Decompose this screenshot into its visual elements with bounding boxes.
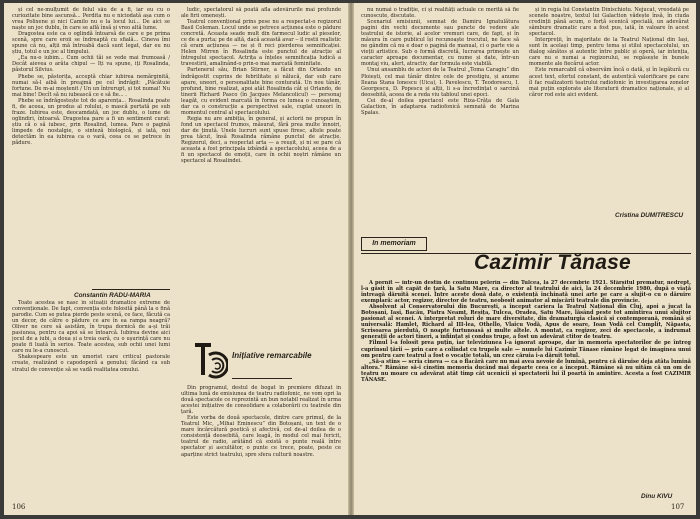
in-memoriam-label: In memoriam	[361, 237, 427, 251]
left-col-1	[12, 7, 170, 284]
paragraph: Absolvent al Conservatorului din București, a început cariera la Teatrul Național din Cluj, apoi a jucat la Botoșani, Iași, Bacău, Piatra Neamț, Reșița, Tulcea, Oradea, Satu Mare, lăsând peste tot amintirea unui slujitor pasionat al scenei. A interpretat roluri de mare diversitate, din dramaturgia clasică și contemporană, română și universală: Hamlet, Richard al III-lea, Othello, Vlaicu Vodă, Apus de soare, Ioan Vodă cel Cumplit, Năpasta, Scrisoarea pierdută, O noapte furtunoasă și multe altele. A montat, ca regizor, zeci de spectacole, a îndrumat generații de actori tineri, a înființat și condus trupe, a fost un adevărat ctitor de teatru.	[361, 304, 691, 341]
left-col1-signature: Constantin RADU-MARIA	[74, 292, 151, 299]
paragraph: Teatrul convențional prins pese nu a respectat-o regizorul Basil Coleman. Locul unde se petrece acțiunea este o pădure concretă. Aceasta seade mult din farmecul ludic al pieselor, ce de a purta; pe de altă, dacă această avar ‒ il rostii realistic că eram acțiunea — ne și fi reci pierderea semnificației. Helen Mirren în Rosalinda este punctul de atracție al întregului spectacol. Actrița a înțeles semnificația ludică a travestirii, amalinând-o prin-o mai marcată feminitate.	[181, 19, 341, 68]
paragraph: Dragostea este ca o oglindă întoarsă de care e pe prima scenă, spre care eroii se îndreaptă cu sfială... Cineva îmi spune că nu, alții mă întreabă dacă sunt legat, dar eu nu știu, totul e un joc al timpului.	[12, 31, 170, 56]
paragraph: și cel ne-mulțumit de felul său de a fi, iar eu cu o curiozitate bine ascunsă... Perdita nu e niciodată așa cum o vrea Polixene și nici Camilo nu e la locul lui... De aici se naște un joc dublu, în care se află însă și vreo altă lume.	[12, 7, 170, 32]
paragraph: Cei de-al doilea spectacol este Riza-Crăța de Gala Galaction, în adaptarea radiofonică semnată de Marina Spalas.	[361, 97, 519, 116]
paragraph: nu numai o tradiție, ci și realități actuale ce merită să fie cunoscute, discutate.	[361, 7, 519, 20]
left-kicker-title: Inițiative remarcabile	[232, 351, 312, 360]
paragraph: Interpreții, în majoritate de la Teatrul Național din Iași, sunt în același timp, pentru tema și stilul spectacolului, un dialog sănătos și autentic între public și operă, iar intenția, care nu e numai a regizorului, se regăsește în bunele momente ale fiecărui actor.	[529, 37, 689, 68]
memoriam-article-body	[361, 280, 691, 490]
paragraph: Scenariul emisiunii, semnat de Damiru Ignatulătura pagini din vechi documente sau puncte de vedere ale teatrului de istorie, al acelor vremuri care, de fapt, și în măsura în care publicul își recunoaște trecutul, ne face să ne gândim că nu e doar o pagină de manual, ci o parte vie a vieții artistice. Sub o formă discretă, lucrarea primește un caracter aproape documentar, cu nume și date, într-un montaj viu, alert, atractiv, dar formula este viabilă.	[361, 19, 519, 68]
paragraph: Este remarcabil că observăm încă o dată, și în legătură cu acest text, efortul constant, de autentică valorificare pe care îl fac realizatorii teatrului radiofonic în investigarea zonelor mai puțin explorate ale literaturii dramatice naționale, și al căror rod este aici evident.	[529, 67, 689, 98]
right-col-2	[529, 7, 689, 187]
right-col-1	[361, 7, 519, 229]
paragraph: Unui ansamblu de actori de la Teatrul „Toma Caragiu” din Ploiești, cel mai tânăr dintre cele de prestigiu, și anume Ileana Stana Ionescu (Uica), I. Pavelescu, T. Teodorescu, I. Georgescu, D. Popescu și alții, li s-a încredințat o sarcină deosebită, aceea de a reda viu tabloul unei epoci.	[361, 67, 519, 98]
left-col-2	[181, 7, 341, 325]
left-page-number: 106	[12, 503, 26, 511]
left-col-1-bottom	[12, 300, 170, 496]
paragraph: Regia nu are ambiția, în general, și actorii ne propun în fond un spectacol frumos, măsurat, fără prea multe înnoiri, dar de ținută. Unele lucruri sunt spuse firesc, altele poate prea tăcut, însă Rosalinda rămâne punctul de atracție. Regizorul, deci, a respectat arta — a reușit, și ni se pare că aceasta a fost principala izbândă a spectacolului, aceea de a fi un spectacol de emoții, care în ochii noștri rămâne un spectacol al Rosalindei.	[181, 115, 341, 165]
paragraph: ludic, spectatorul să poată afla adevărurile mai profunde ale firii omenești.	[181, 7, 341, 20]
paragraph: Din programul, destul de bogat în premiere difuzat în ultima lună de emisiunea de teatru radiofonic, ne vom opri la două spectacole ce reprezintă un bun notabil realizat în urma acestei inițiative de consolidare a colaborării cu teatrele din țară.	[181, 385, 341, 416]
paragraph: Toate acestea se nasc în situații dramatice extreme de convenționale. De fapt, convenția este folosită până la o fină parodie. Cum se putea pierde peste scenă, ce face, făcută ca un decor, de către o pădure ce are în ea rampa neagră? Oliver ne cere să asistăm, în trupa dornică de a-și trăi pasiunea, pentru ca apoi să se întoarcă. Iubirea devine aici jocul de a iubi, a doua și a treia oară, cu o ușurință care nu poate fi luată în serios. Toate acestea, sub ochii unei lumi care nu le-a cunoscut.	[12, 300, 170, 355]
paragraph: și în regia lui Constantin Dinischiotu. Nejucat, vreodată pe scenele noastre, textul lui Galaction vădește însă, în ciuda credinții până acum, o forță scenică specială, un adevărat sâmbure dramatic care a fost pus, iată, în valoare în acest spectacol.	[529, 7, 689, 38]
paragraph: Filmul l-a folosit prea puțin, iar televiziunea l-a ignorat aproape, dar în memoria spectatorilor de pe întreg cuprinsul țării — prin care a colindat cu trupele sale — numele lui Cazimir Tănase rămâne legat de imaginea unui om pentru care teatrul a fost o vocație totală, un crez căruia i-a dăruit totul.	[361, 340, 691, 359]
right-page	[353, 3, 696, 515]
paragraph: Shakespeare este un umorist care criticul pastorale create, realizând o capodoperă a genului; făcând ca sub stratul de convenție să se vadă realitatea omului.	[12, 354, 170, 373]
article-headline: Cazimir Tănase	[474, 251, 631, 274]
right-page-number: 107	[671, 503, 685, 511]
paragraph: Phebe se, păstorița, acceptă chiar iubirea nemărginită, numai să-l aibă în preajmă pe cel îndrăgit: „Păcătuie fortune. De m-ai moștenit / Un un întrerupt, și tot numai! Nu mai bine! Decît să nu iubească ce e să fie... .	[12, 73, 170, 98]
paragraph: Este vorba de două spectacole, dintre care primul, de la Teatrul Mic, „Mihai Eminescu” din Botoșani, un text de o mare încărcătură poetică și afectivă, cel de-al doilea de o consistență deosebită, care leagă, în modul cel mai fericit, teatrul de radio, arătând că există o punte reală între spectator și ascultător, o punte ce trece, poate, peste ce aparține strict teatrului, spre sfera culturii noastre.	[181, 415, 341, 458]
article-signature: Dinu KIVU	[641, 493, 673, 500]
paragraph: A pornit — într-un destin de continuu pelerin — din Tulcea, la 27 decembrie 1921. Sfârșitul prematur, nedrept, l-a găsit în alt capăt de țară, la Satu Mare, ca director al teatrului de aici, la 24 decembrie 1980, după o viață întreagă dăruită scenei. Între aceste două date, o existență închinată unei arte pe care a slujit-o cu o dăruire exemplară: actor, regizor, director de teatru, neobosit animator al mișcării teatrale din provincie.	[361, 280, 691, 305]
left-col1-signature-rule	[92, 289, 170, 290]
magazine-spread	[4, 3, 696, 515]
left-col-2-bottom	[181, 385, 341, 497]
right-col2-signature: Cristina DUMITRESCU	[615, 212, 684, 219]
paragraph: „Ea nu-o iubim... Cum ochii tăi se vede mai frumoasă / Decât aievea o arăta chipul — Iți va spune, iți Rosalinda, păstorul Silvius.	[12, 55, 170, 74]
paragraph: Partenerul său, Brian Stirner, a făcut din Orlando un îndrăgostit cuprins de febrilitate și nălucă, dar sub care apare, uneori, o personalitate bine conturată. Un nou tânăr, profund, bine realizat, apoi atât Rosalinda cât și Orlando, de tinerii Richard Pasco (în Jacques Melancolicul) — personaj leagăt, cu evident marcată în forma ce lumea o cunoaștem, dar ca o construcție a perspectivei sale, cuplat uneori în momentul central al spectacolului.	[181, 67, 341, 116]
left-page	[4, 3, 349, 515]
paragraph: Phebe se îndrăgostește tot de aparența... Rosalinda poate fi, de aceea, un produs al rolului, o mască purtată pe sub fraze. Iubirea este, deocamdată, un joc dublu, o lume de oglindiri, întoarsă. Dragostea pare a fi un sentiment curat: știu că o să iubesc, prin Rosalind, lumea. Pare o pagină limpede de nostalgie, o sinteză biologică, și iată, noi detectăm în ea iubirea ca o vară, ceea ce se petrece în pădure.	[12, 97, 170, 147]
teatru-radiofonic-logo	[194, 341, 228, 379]
left-kicker-rule	[232, 378, 292, 379]
paragraph: „Să-a stins — scria cineva — ca o flacără care nu mai avea nevoie de lumină, pentru că dăruise deja atâta lumină altora.” Rămâne să-i cinstim memoria ducând mai departe ceea ce a început. Rămâne să nu uităm că un om de teatru nu moare cu adevărat atât timp cât ucenicii și spectatorii lui îl poartă în amintire. Acesta a fost CAZIMIR TĂNASE.	[361, 358, 691, 383]
